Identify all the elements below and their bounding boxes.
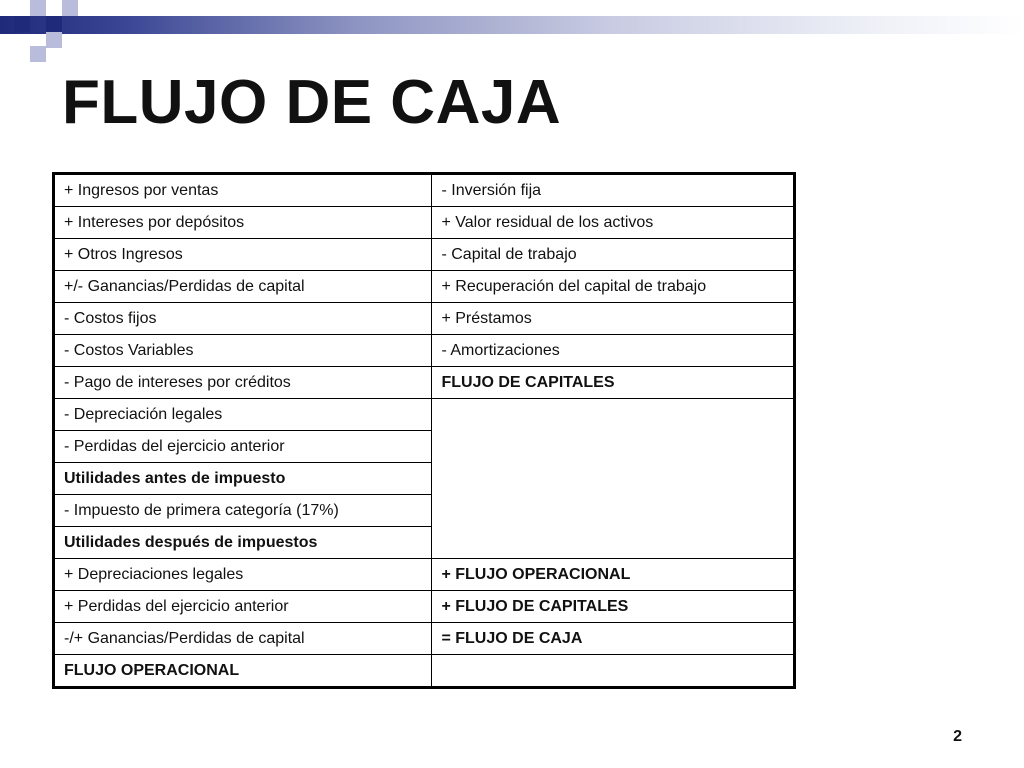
decorative-square <box>62 0 78 16</box>
left-cell: - Costos fijos <box>54 303 432 335</box>
cash-flow-table-body <box>54 174 795 688</box>
table-row <box>54 335 795 367</box>
decorative-square <box>30 0 46 16</box>
table-row <box>54 623 795 655</box>
table-row <box>54 271 795 303</box>
right-cell <box>432 655 795 688</box>
right-cell: FLUJO DE CAPITALES <box>432 367 795 399</box>
left-cell: +/- Ganancias/Perdidas de capital <box>54 271 432 303</box>
table-row <box>54 303 795 335</box>
left-cell: - Costos Variables <box>54 335 432 367</box>
right-cell: + FLUJO OPERACIONAL <box>432 559 795 591</box>
table-row <box>54 367 795 399</box>
decorative-square <box>14 16 30 32</box>
left-cell: + Otros Ingresos <box>54 239 432 271</box>
slide-title: FLUJO DE CAJA <box>62 68 562 137</box>
left-cell: Utilidades antes de impuesto <box>54 463 432 495</box>
top-decorative-bar <box>0 16 1024 34</box>
table-row <box>54 239 795 271</box>
right-blank-cell <box>432 399 795 559</box>
left-cell: -/+ Ganancias/Perdidas de capital <box>54 623 432 655</box>
left-cell: + Perdidas del ejercicio anterior <box>54 591 432 623</box>
left-cell: + Intereses por depósitos <box>54 207 432 239</box>
decorative-square <box>30 46 46 62</box>
left-cell: - Pago de intereses por créditos <box>54 367 432 399</box>
right-cell: + Préstamos <box>432 303 795 335</box>
left-cell: - Depreciación legales <box>54 399 432 431</box>
table-row <box>54 174 795 207</box>
right-cell: - Inversión fija <box>432 174 795 207</box>
left-cell: Utilidades después de impuestos <box>54 527 432 559</box>
left-cell: + Depreciaciones legales <box>54 559 432 591</box>
page-number: 2 <box>953 728 962 745</box>
table-row <box>54 591 795 623</box>
right-cell: - Amortizaciones <box>432 335 795 367</box>
right-cell: = FLUJO DE CAJA <box>432 623 795 655</box>
decorative-square <box>46 32 62 48</box>
table-row <box>54 559 795 591</box>
table-row <box>54 207 795 239</box>
table-row <box>54 655 795 688</box>
decorative-square <box>46 16 62 32</box>
table-row <box>54 399 795 431</box>
cash-flow-table <box>52 172 796 689</box>
right-cell: + Recuperación del capital de trabajo <box>432 271 795 303</box>
left-cell: FLUJO OPERACIONAL <box>54 655 432 688</box>
left-cell: + Ingresos por ventas <box>54 174 432 207</box>
right-cell: - Capital de trabajo <box>432 239 795 271</box>
left-cell: - Impuesto de primera categoría (17%) <box>54 495 432 527</box>
left-cell: - Perdidas del ejercicio anterior <box>54 431 432 463</box>
right-cell: + FLUJO DE CAPITALES <box>432 591 795 623</box>
right-cell: + Valor residual de los activos <box>432 207 795 239</box>
